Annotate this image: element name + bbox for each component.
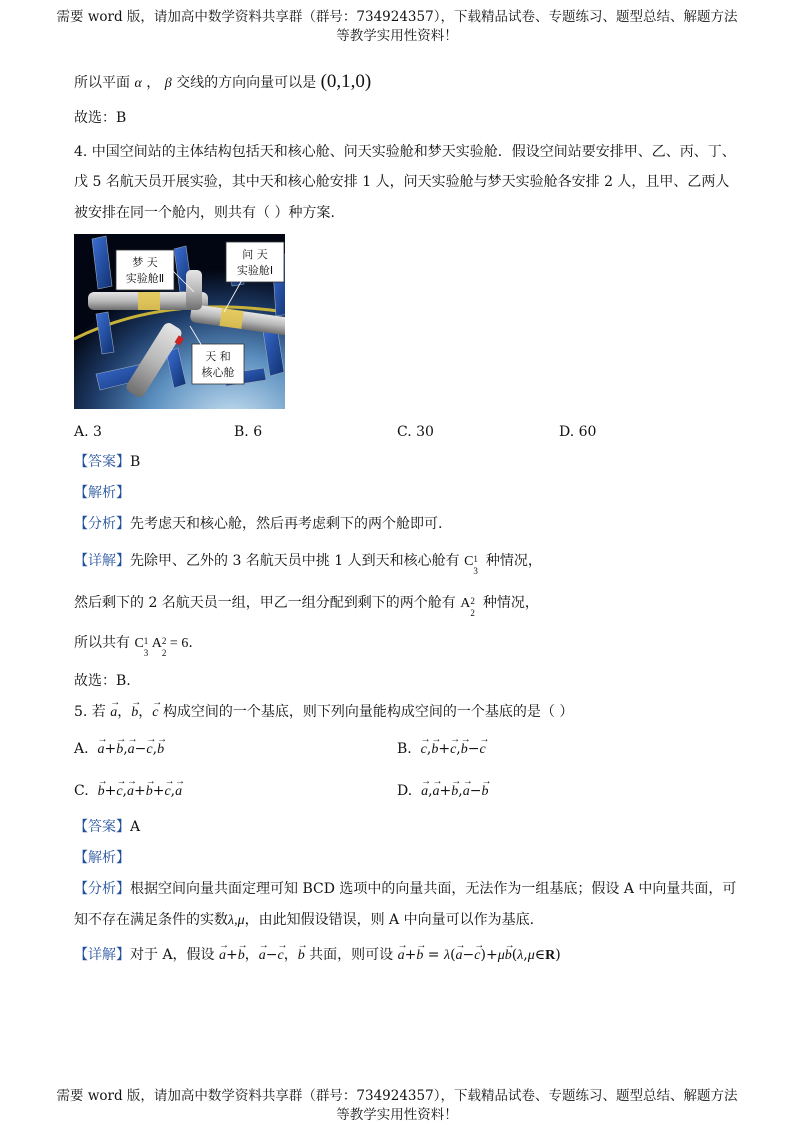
q5-fenxi-1: 【分析】根据空间向量共面定理可知 BCD 选项中的向量共面，无法作为一组基底；假设 A 中向量共面，可 (74, 881, 737, 897)
footer-line-2: 等教学实用性资料！ (336, 1107, 458, 1123)
label-tianhe-2: 核心舱 (201, 366, 235, 379)
q5-option-d: D. → a,→ a+→ b,→ a−→ b (397, 781, 488, 802)
q4-stem-line-2: 戊 5 名航天员开展实验，其中天和核心舱安排 1 人，问天实验舱与梦天实验舱各安排 2 人，且甲、乙两人 (74, 174, 730, 190)
q4-detail-3: 所以共有 C 1 3 A 2 2 = 6. (74, 635, 193, 658)
label-tianhe-1: 天 和 (205, 350, 231, 363)
q4-choice: 故选：B. (74, 673, 131, 689)
header-line-2: 等教学实用性资料！ (336, 28, 458, 44)
q4-answer: 【答案】B (74, 454, 141, 470)
q5-answer: 【答案】A (74, 819, 141, 835)
alpha-symbol: α (134, 76, 142, 91)
space-station-image (74, 234, 285, 409)
result-formula: C 1 3 A 2 2 (134, 635, 167, 658)
q5-fenxi-2: 知不存在满足条件的实数λ,μ，由此知假设错误，则 A 中向量可以作为基底. (74, 912, 535, 928)
q4-option-b: B. 6 (234, 424, 263, 440)
q5-analysis-tag: 【解析】 (74, 850, 130, 866)
prev-choice: 故选：B (74, 110, 127, 126)
q4-fenxi: 【分析】先考虑天和核心舱，然后再考虑剩下的两个舱即可. (74, 516, 443, 532)
q4-detail-2: 然后剩下的 2 名航天员一组，甲乙一组分配到剩下的两个舱有 A 2 2 种情况， (74, 595, 539, 618)
q5-option-c: C. → b+→ c,→ a+→ b+→ c,→ a (74, 781, 182, 802)
q4-option-a: A. 3 (74, 424, 102, 440)
q5-option-b: B. → c,→ b+→ c,→ b−→ c (397, 739, 486, 760)
q4-option-d: D. 60 (559, 424, 597, 440)
q5-stem: 5. 若 → a，→ b，→ c 构成空间的一个基底，则下列向量能构成空间的一个基底的是（ ） (74, 702, 573, 723)
real-set-symbol: R (545, 948, 556, 963)
space-station-figure (74, 234, 285, 409)
header-line-1: 需要 word 版，请加高中数学资料共享群（群号：734924357），下载精品试卷、专题练习、题型总结、解题方法 (56, 9, 738, 25)
page-header (0, 8, 794, 46)
direction-vector: (0,1,0) (320, 71, 372, 92)
q4-stem-line-1: 4. 中国空间站的主体结构包括天和核心舱、问天实验舱和梦天实验舱．假设空间站要安排甲、乙、丙、丁、 (74, 144, 736, 160)
q4-option-c: C. 30 (397, 424, 434, 440)
label-mengtian-2: 实验舱Ⅱ (125, 272, 165, 285)
footer-line-1: 需要 word 版，请加高中数学资料共享群（群号：734924357），下载精品试卷、专题练习、题型总结、解题方法 (56, 1088, 738, 1104)
q5-option-a: A. → a+→ b,→ a−→ c,→ b (74, 739, 164, 760)
prev-conclusion: 所以平面 α ， β 交线的方向向量可以是 (0,1,0) (74, 71, 372, 92)
label-mengtian-1: 梦 天 (132, 256, 158, 269)
node-module (186, 270, 202, 310)
page-footer (0, 1087, 794, 1125)
arrangement-a22: A 2 2 (460, 595, 475, 618)
q5-detail: 【详解】对于 A，假设 → a+→ b，→ a−→ c，→ b 共面，则可设 → a+→ b = λ(→ a−→ c)+μ→ b(λ,μ∈R) (74, 945, 561, 966)
q4-stem-line-3: 被安排在同一个舱内，则共有（ ）种方案. (74, 205, 335, 221)
label-wentian-1: 问 天 (242, 248, 268, 261)
q4-detail-1: 【详解】先除甲、乙外的 3 名航天员中挑 1 人到天和核心舱有 C 1 3 种情况， (74, 553, 542, 576)
label-wentian-2: 实验舱Ⅰ (236, 264, 274, 277)
beta-symbol: β (164, 76, 172, 91)
combination-c31: C 1 3 (464, 553, 478, 576)
q4-analysis-tag: 【解析】 (74, 485, 130, 501)
